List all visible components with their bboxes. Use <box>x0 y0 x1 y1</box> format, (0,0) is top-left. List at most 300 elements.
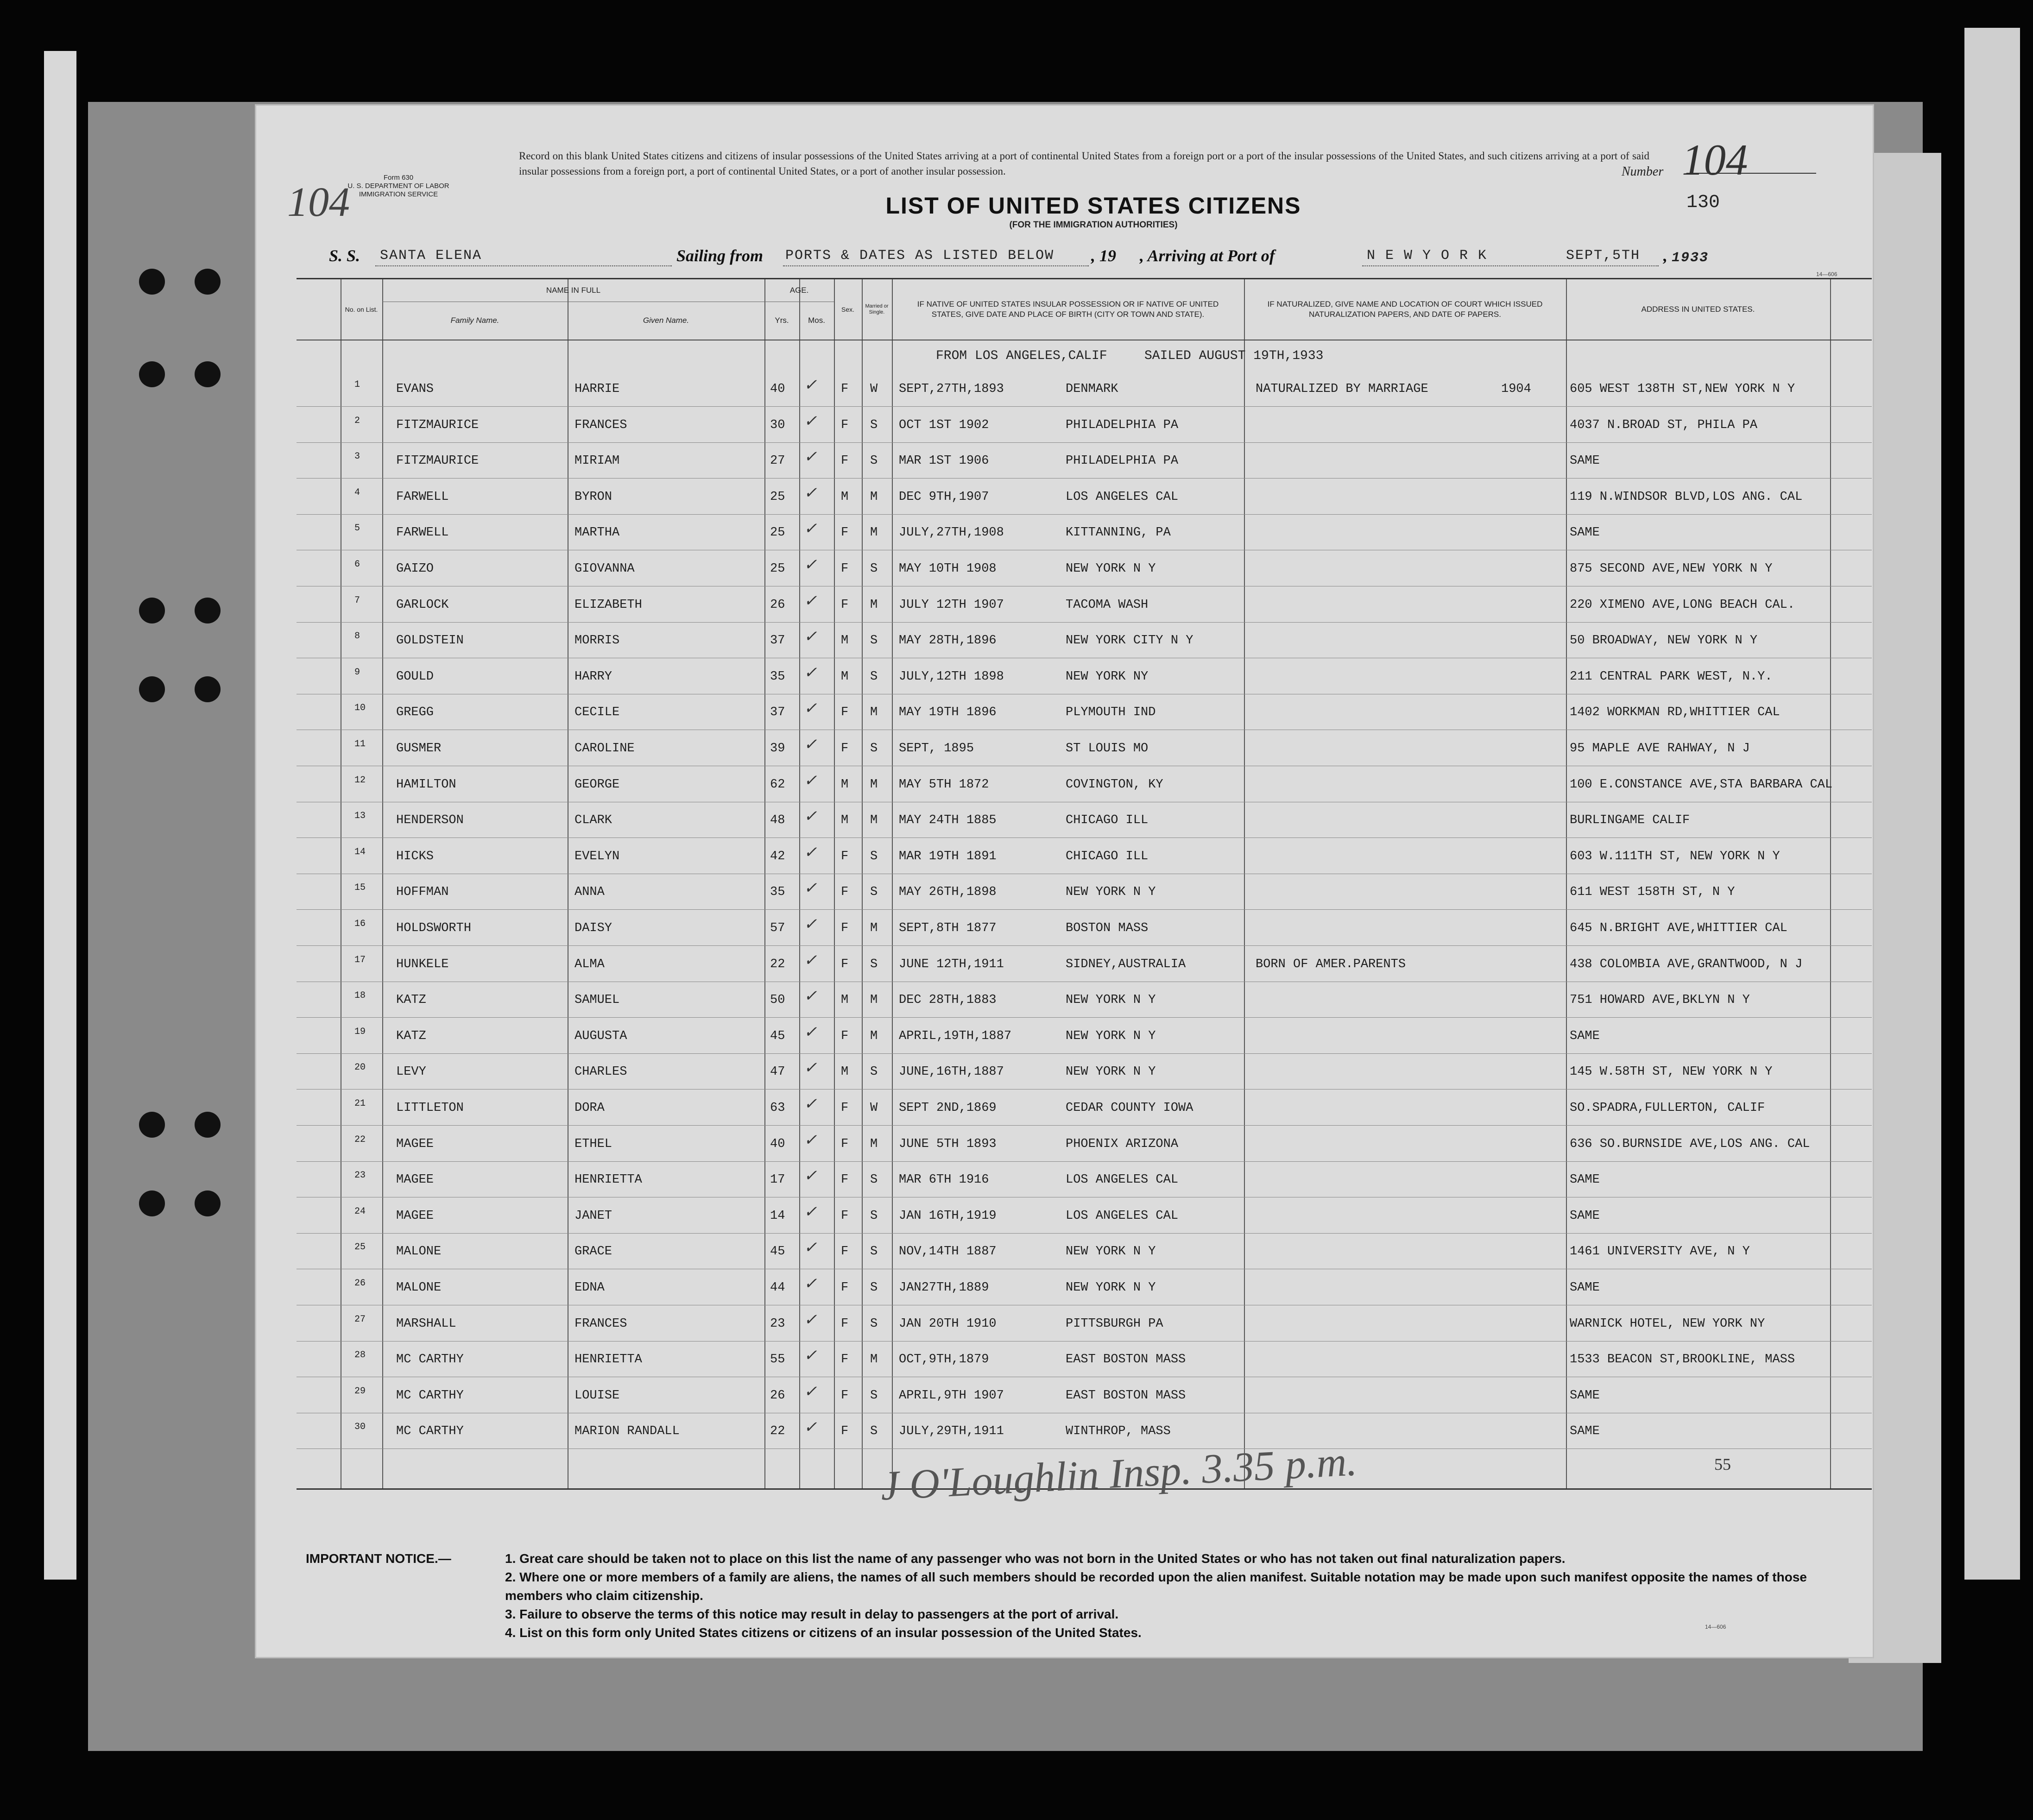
arrival-year-sep: , 1933 <box>1663 246 1709 266</box>
row-rule <box>297 622 1872 623</box>
row-rule <box>297 1053 1872 1054</box>
us-address: 875 SECOND AVE,NEW YORK N Y <box>1570 562 1773 576</box>
age-years: 63 <box>770 1101 785 1115</box>
given-name: GIOVANNA <box>575 562 635 576</box>
age-years: 14 <box>770 1209 785 1223</box>
family-name: HOLDSWORTH <box>396 921 472 935</box>
age-years: 37 <box>770 705 785 720</box>
birth-place: WINTHROP, MASS <box>1066 1424 1171 1439</box>
row-number: 30 <box>354 1422 366 1433</box>
arrival-year: 1933 <box>1672 250 1709 266</box>
row-number: 24 <box>354 1206 366 1217</box>
row-number: 4 <box>354 487 360 498</box>
family-name: GAIZO <box>396 562 434 576</box>
given-name: HARRIE <box>575 382 620 396</box>
us-address: SAME <box>1570 1281 1600 1295</box>
sex: M <box>841 1065 849 1079</box>
birth-date: APRIL,19TH,1887 <box>899 1029 1012 1043</box>
row-number: 7 <box>354 595 360 606</box>
binder-hole <box>195 1190 221 1216</box>
birth-date: JULY 12TH 1907 <box>899 598 1004 612</box>
arriving-port: N E W Y O R K <box>1367 248 1488 264</box>
check-mark-icon: ✓ <box>804 880 817 897</box>
birth-date: SEPT,27TH,1893 <box>899 382 1004 396</box>
row-number: 17 <box>354 954 366 965</box>
row-rule <box>297 945 1872 946</box>
age-years: 40 <box>770 382 785 396</box>
check-mark-icon: ✓ <box>804 1275 817 1292</box>
us-address: 4037 N.BROAD ST, PHILA PA <box>1570 418 1758 432</box>
age-years: 48 <box>770 813 785 828</box>
family-name: MAGEE <box>396 1209 434 1223</box>
age-years: 22 <box>770 1424 785 1439</box>
row-rule <box>297 1161 1872 1162</box>
arrival-underline <box>1362 265 1659 266</box>
sex: F <box>841 562 849 576</box>
us-address: 1533 BEACON ST,BROOKLINE, MASS <box>1570 1353 1795 1367</box>
manifest-sheet <box>255 104 1874 1658</box>
marital-status: S <box>870 1065 878 1079</box>
check-mark-icon: ✓ <box>804 1023 817 1041</box>
check-mark-icon: ✓ <box>804 844 817 861</box>
age-years: 25 <box>770 562 785 576</box>
birth-date: SEPT, 1895 <box>899 742 974 756</box>
row-number: 2 <box>354 415 360 426</box>
page-stamp: 130 <box>1686 192 1720 213</box>
marital-status: M <box>870 1353 878 1367</box>
marital-status: M <box>870 813 878 828</box>
handwritten-list-number: 104 <box>1682 135 1748 184</box>
sex: F <box>841 418 849 432</box>
age-years: 62 <box>770 777 785 792</box>
check-mark-icon: ✓ <box>804 556 817 573</box>
us-address: SAME <box>1570 1029 1600 1043</box>
row-rule <box>297 514 1872 515</box>
row-number: 27 <box>354 1314 366 1325</box>
row-number: 5 <box>354 523 360 534</box>
marital-status: S <box>870 1424 878 1439</box>
sex: F <box>841 849 849 863</box>
naturalization-year: 1904 <box>1501 382 1531 396</box>
family-name: MARSHALL <box>396 1316 456 1331</box>
family-name: GUSMER <box>396 742 442 756</box>
family-name: FITZMAURICE <box>396 454 479 468</box>
check-mark-icon: ✓ <box>804 484 817 502</box>
given-name: GEORGE <box>575 777 620 792</box>
marital-status: S <box>870 669 878 684</box>
header-given-name: Given Name. <box>643 316 689 325</box>
sex: F <box>841 885 849 900</box>
row-number: 11 <box>354 739 366 749</box>
check-mark-icon: ✓ <box>804 808 817 825</box>
birth-date: DEC 28TH,1883 <box>899 993 997 1008</box>
header-name-in-full: NAME IN FULL <box>546 286 601 295</box>
us-address: 211 CENTRAL PARK WEST, N.Y. <box>1570 669 1773 684</box>
row-rule <box>297 1017 1872 1018</box>
col-rule <box>799 279 800 1488</box>
us-address: 751 HOWARD AVE,BKLYN N Y <box>1570 993 1750 1008</box>
marital-status: S <box>870 1281 878 1295</box>
birth-date: JUNE,16TH,1887 <box>899 1065 1004 1079</box>
check-mark-icon: ✓ <box>804 1383 817 1400</box>
binder-hole <box>195 361 221 387</box>
check-mark-icon: ✓ <box>804 772 817 789</box>
sex: F <box>841 742 849 756</box>
row-number: 6 <box>354 559 360 570</box>
birth-date: JUNE 12TH,1911 <box>899 957 1004 971</box>
sex: M <box>841 777 849 792</box>
us-address: 145 W.58TH ST, NEW YORK N Y <box>1570 1065 1773 1079</box>
age-years: 26 <box>770 1388 785 1403</box>
binder-hole <box>195 676 221 702</box>
birth-place: DENMARK <box>1066 382 1118 396</box>
number-underline <box>1686 173 1816 174</box>
us-address: 1461 UNIVERSITY AVE, N Y <box>1570 1245 1750 1259</box>
given-name: HENRIETTA <box>575 1173 642 1187</box>
binder-hole <box>139 361 165 387</box>
family-name: MAGEE <box>396 1137 434 1151</box>
birth-date: MAR 1ST 1906 <box>899 454 989 468</box>
given-name: DORA <box>575 1101 605 1115</box>
notice-item: 2. Where one or more members of a family are aliens, the names of all such members should be recorded upon the alien manifest. Suitable notation may be made upon such manifest opposite the names of those members who claim citizenship. <box>505 1570 1807 1603</box>
given-name: MARION RANDALL <box>575 1424 680 1439</box>
given-name: FRANCES <box>575 418 627 432</box>
birth-place: CHICAGO ILL <box>1066 849 1149 863</box>
row-number: 13 <box>354 811 366 822</box>
given-name: GRACE <box>575 1245 612 1259</box>
family-name: FARWELL <box>396 490 449 504</box>
birth-date: SEPT,8TH 1877 <box>899 921 997 935</box>
left-backing-edge <box>44 51 76 1580</box>
given-name: JANET <box>575 1209 612 1223</box>
age-years: 44 <box>770 1281 785 1295</box>
birth-place: NEW YORK N Y <box>1066 562 1156 576</box>
family-name: MC CARTHY <box>396 1424 464 1439</box>
notice-heading: IMPORTANT NOTICE.— <box>306 1551 451 1566</box>
birth-place: NEW YORK N Y <box>1066 1029 1156 1043</box>
age-years: 30 <box>770 418 785 432</box>
family-name: MAGEE <box>396 1173 434 1187</box>
row-number: 21 <box>354 1098 366 1109</box>
us-address: 100 E.CONSTANCE AVE,STA BARBARA CAL <box>1570 777 1833 792</box>
family-name: HICKS <box>396 849 434 863</box>
family-name: HENDERSON <box>396 813 464 828</box>
ship-label: S. S. <box>329 246 360 265</box>
marital-status: S <box>870 454 878 468</box>
family-name: HUNKELE <box>396 957 449 971</box>
ship-underline <box>375 265 672 266</box>
us-address: 636 SO.BURNSIDE AVE,LOS ANG. CAL <box>1570 1137 1810 1151</box>
birth-place: EAST BOSTON MASS <box>1066 1388 1186 1403</box>
header-mos: Mos. <box>808 316 825 325</box>
service-name: IMMIGRATION SERVICE <box>359 190 438 198</box>
check-mark-icon: ✓ <box>804 1239 817 1257</box>
marital-status: M <box>870 777 878 792</box>
birth-date: JAN27TH,1889 <box>899 1281 989 1295</box>
check-mark-icon: ✓ <box>804 628 817 646</box>
sex: F <box>841 705 849 720</box>
family-name: LITTLETON <box>396 1101 464 1115</box>
birth-place: PHILADELPHIA PA <box>1066 454 1179 468</box>
us-address: 605 WEST 138TH ST,NEW YORK N Y <box>1570 382 1795 396</box>
print-code-top: 14—606 <box>1816 271 1837 277</box>
given-name: ALMA <box>575 957 605 971</box>
age-years: 39 <box>770 742 785 756</box>
birth-date: APRIL,9TH 1907 <box>899 1388 1004 1403</box>
birth-place: NEW YORK N Y <box>1066 993 1156 1008</box>
sailing-label: Sailing from <box>676 246 764 265</box>
voyage-info-row <box>255 243 1874 277</box>
birth-date: JUNE 5TH 1893 <box>899 1137 997 1151</box>
header-married-single: Married or Single. <box>865 303 889 315</box>
header-age: AGE. <box>789 286 809 295</box>
marital-status: M <box>870 490 878 504</box>
birth-place: NEW YORK CITY N Y <box>1066 634 1193 648</box>
us-address: 603 W.111TH ST, NEW YORK N Y <box>1570 849 1780 863</box>
sailing-from: PORTS & DATES AS LISTED BELOW <box>785 248 1054 264</box>
given-name: HENRIETTA <box>575 1353 642 1367</box>
col-rule <box>1566 279 1567 1488</box>
age-years: 23 <box>770 1316 785 1331</box>
arriving-label: , Arriving at Port of <box>1140 246 1275 265</box>
family-name: HOFFMAN <box>396 885 449 900</box>
sex: M <box>841 490 849 504</box>
binder-hole <box>139 1112 165 1138</box>
row-rule <box>297 1125 1872 1126</box>
given-name: CLARK <box>575 813 612 828</box>
age-years: 42 <box>770 849 785 863</box>
marital-status: S <box>870 1388 878 1403</box>
given-name: MIRIAM <box>575 454 620 468</box>
marital-status: M <box>870 1029 878 1043</box>
col-rule <box>892 279 893 1488</box>
check-mark-icon: ✓ <box>804 1419 817 1436</box>
birth-date: MAY 26TH,1898 <box>899 885 997 900</box>
us-address: SAME <box>1570 1173 1600 1187</box>
birth-date: DEC 9TH,1907 <box>899 490 989 504</box>
binder-hole <box>195 269 221 295</box>
check-mark-icon: ✓ <box>804 700 817 718</box>
us-address: SO.SPADRA,FULLERTON, CALIF <box>1570 1101 1765 1115</box>
row-number: 1 <box>354 379 360 390</box>
birth-place: CHICAGO ILL <box>1066 813 1149 828</box>
ship-name: SANTA ELENA <box>380 248 482 264</box>
header-yrs: Yrs. <box>775 316 789 325</box>
sex: F <box>841 1353 849 1367</box>
family-name: GOLDSTEIN <box>396 634 464 648</box>
binder-hole <box>139 269 165 295</box>
marital-status: S <box>870 1316 878 1331</box>
check-mark-icon: ✓ <box>804 520 817 538</box>
family-name: MC CARTHY <box>396 1388 464 1403</box>
given-name: EDNA <box>575 1281 605 1295</box>
marital-status: S <box>870 562 878 576</box>
birth-date: MAR 6TH 1916 <box>899 1173 989 1187</box>
check-mark-icon: ✓ <box>804 1059 817 1077</box>
birth-place: BOSTON MASS <box>1066 921 1149 935</box>
birth-date: MAY 24TH 1885 <box>899 813 997 828</box>
marital-status: M <box>870 993 878 1008</box>
department-name: U. S. DEPARTMENT OF LABOR <box>347 182 449 190</box>
row-number: 14 <box>354 846 366 857</box>
us-address: 95 MAPLE AVE RAHWAY, N J <box>1570 742 1750 756</box>
binder-hole <box>139 1190 165 1216</box>
family-name: MALONE <box>396 1245 442 1259</box>
sex: F <box>841 957 849 971</box>
notice-item: 4. List on this form only United States citizens or citizens of an insular possession of the United States. <box>505 1625 1142 1640</box>
row-rule <box>297 1448 1872 1449</box>
check-mark-icon: ✓ <box>804 1347 817 1365</box>
binder-hole <box>195 598 221 623</box>
marital-status: M <box>870 705 878 720</box>
row-number: 18 <box>354 990 366 1001</box>
marital-status: S <box>870 634 878 648</box>
given-name: SAMUEL <box>575 993 620 1008</box>
birth-place: KITTANNING, PA <box>1066 526 1171 540</box>
marital-status: M <box>870 598 878 612</box>
row-number: 8 <box>354 631 360 642</box>
corner-handwritten-number: 104 <box>287 179 350 225</box>
birth-date: SEPT 2ND,1869 <box>899 1101 997 1115</box>
check-mark-icon: ✓ <box>804 377 817 394</box>
binder-hole <box>139 598 165 623</box>
us-address: SAME <box>1570 1209 1600 1223</box>
year-prefix-text: 19 <box>1099 246 1116 265</box>
birth-place: TACOMA WASH <box>1066 598 1149 612</box>
right-backing-edge <box>1964 28 2020 1580</box>
marital-status: M <box>870 921 878 935</box>
us-address: 645 N.BRIGHT AVE,WHITTIER CAL <box>1570 921 1787 935</box>
birth-date: MAY 10TH 1908 <box>899 562 997 576</box>
marital-status: W <box>870 1101 878 1115</box>
us-address: 119 N.WINDSOR BLVD,LOS ANG. CAL <box>1570 490 1803 504</box>
check-mark-icon: ✓ <box>804 916 817 933</box>
col-rule <box>382 279 383 1488</box>
birth-place: NEW YORK N Y <box>1066 1281 1156 1295</box>
sex: F <box>841 1101 849 1115</box>
sex: M <box>841 813 849 828</box>
us-address: 50 BROADWAY, NEW YORK N Y <box>1570 634 1758 648</box>
birth-date: MAY 28TH,1896 <box>899 634 997 648</box>
marital-status: M <box>870 526 878 540</box>
col-rule <box>862 279 863 1488</box>
notice-item: 1. Great care should be taken not to place on this list the name of any passenger who was not born in the United States or who has not taken out final naturalization papers. <box>505 1551 1566 1566</box>
age-years: 37 <box>770 634 785 648</box>
passenger-count: 55 <box>1714 1455 1731 1474</box>
check-mark-icon: ✓ <box>804 664 817 681</box>
row-number: 10 <box>354 703 366 714</box>
age-years: 22 <box>770 957 785 971</box>
sex: F <box>841 382 849 396</box>
us-address: 611 WEST 158TH ST, N Y <box>1570 885 1735 900</box>
age-years: 25 <box>770 490 785 504</box>
check-mark-icon: ✓ <box>804 1167 817 1185</box>
birth-place: EAST BOSTON MASS <box>1066 1353 1186 1367</box>
family-name: EVANS <box>396 382 434 396</box>
sex: F <box>841 1029 849 1043</box>
given-name: ELIZABETH <box>575 598 642 612</box>
check-mark-icon: ✓ <box>804 1311 817 1329</box>
marital-status: S <box>870 742 878 756</box>
age-years: 40 <box>770 1137 785 1151</box>
check-mark-icon: ✓ <box>804 1131 817 1149</box>
header-no-on-list: No. on List. <box>345 306 378 313</box>
family-name: GREGG <box>396 705 434 720</box>
row-number: 25 <box>354 1242 366 1253</box>
us-address: 438 COLOMBIA AVE,GRANTWOOD, N J <box>1570 957 1803 971</box>
birth-place: LOS ANGELES CAL <box>1066 490 1179 504</box>
birth-place: PLYMOUTH IND <box>1066 705 1156 720</box>
us-address: SAME <box>1570 526 1600 540</box>
header-family-name: Family Name. <box>450 316 499 325</box>
sex: F <box>841 1424 849 1439</box>
arriving-label-text: Arriving at Port of <box>1147 246 1275 265</box>
row-number: 15 <box>354 882 366 894</box>
us-address: BURLINGAME CALIF <box>1570 813 1690 828</box>
us-address: SAME <box>1570 454 1600 468</box>
given-name: CAROLINE <box>575 742 635 756</box>
sex: M <box>841 993 849 1008</box>
sex: M <box>841 669 849 684</box>
header-birth: IF NATIVE OF UNITED STATES INSULAR POSSESSION OR IF NATIVE OF UNITED STATES, GIVE DATE AND PLACE OF BIRTH (CITY OR TOWN AND STATE). <box>917 300 1219 319</box>
row-rule <box>297 909 1872 910</box>
birth-date: JULY,29TH,1911 <box>899 1424 1004 1439</box>
sex: M <box>841 634 849 648</box>
col-rule <box>1830 279 1831 1488</box>
birth-date: MAY 5TH 1872 <box>899 777 989 792</box>
given-name: CHARLES <box>575 1065 627 1079</box>
birth-place: NEW YORK N Y <box>1066 885 1156 900</box>
check-mark-icon: ✓ <box>804 736 817 753</box>
birth-place: NEW YORK N Y <box>1066 1065 1156 1079</box>
header-sex: Sex. <box>841 306 854 313</box>
given-name: MORRIS <box>575 634 620 648</box>
page-subtitle: (FOR THE IMMIGRATION AUTHORITIES) <box>1009 220 1178 230</box>
birth-date: JULY,27TH,1908 <box>899 526 1004 540</box>
print-code-bottom: 14—606 <box>1705 1624 1726 1630</box>
row-number: 28 <box>354 1350 366 1361</box>
form-instructions: Record on this blank United States citizens and citizens of insular possessions of the United States arriving at a port of continental United States from a foreign port or a port of the insular possessions of the United States, and such citizens arriving at a port of said insular possessions from a foreign port, a port of continental United States, or a port of another insular possession. <box>519 150 1649 177</box>
given-name: CECILE <box>575 705 620 720</box>
binder-hole <box>139 676 165 702</box>
given-name: MARTHA <box>575 526 620 540</box>
naturalization-info: BORN OF AMER.PARENTS <box>1256 957 1406 971</box>
age-years: 45 <box>770 1245 785 1259</box>
marital-status: M <box>870 1137 878 1151</box>
family-name: KATZ <box>396 993 426 1008</box>
sex: F <box>841 598 849 612</box>
col-rule <box>1244 279 1245 1488</box>
row-rule <box>297 478 1872 479</box>
sailing-underline <box>783 265 1089 266</box>
birth-place: PHILADELPHIA PA <box>1066 418 1179 432</box>
family-name: MC CARTHY <box>396 1353 464 1367</box>
family-name: FITZMAURICE <box>396 418 479 432</box>
given-name: ANNA <box>575 885 605 900</box>
embarkation-date: SAILED AUGUST 19TH,1933 <box>1144 349 1324 363</box>
family-name: GOULD <box>396 669 434 684</box>
birth-place: COVINGTON, KY <box>1066 777 1163 792</box>
age-years: 17 <box>770 1173 785 1187</box>
year-prefix: , 19 <box>1091 246 1116 265</box>
row-number: 20 <box>354 1062 366 1073</box>
family-name: HAMILTON <box>396 777 456 792</box>
check-mark-icon: ✓ <box>804 1203 817 1221</box>
age-years: 26 <box>770 598 785 612</box>
birth-place: ST LOUIS MO <box>1066 742 1149 756</box>
family-name: FARWELL <box>396 526 449 540</box>
row-number: 23 <box>354 1170 366 1181</box>
